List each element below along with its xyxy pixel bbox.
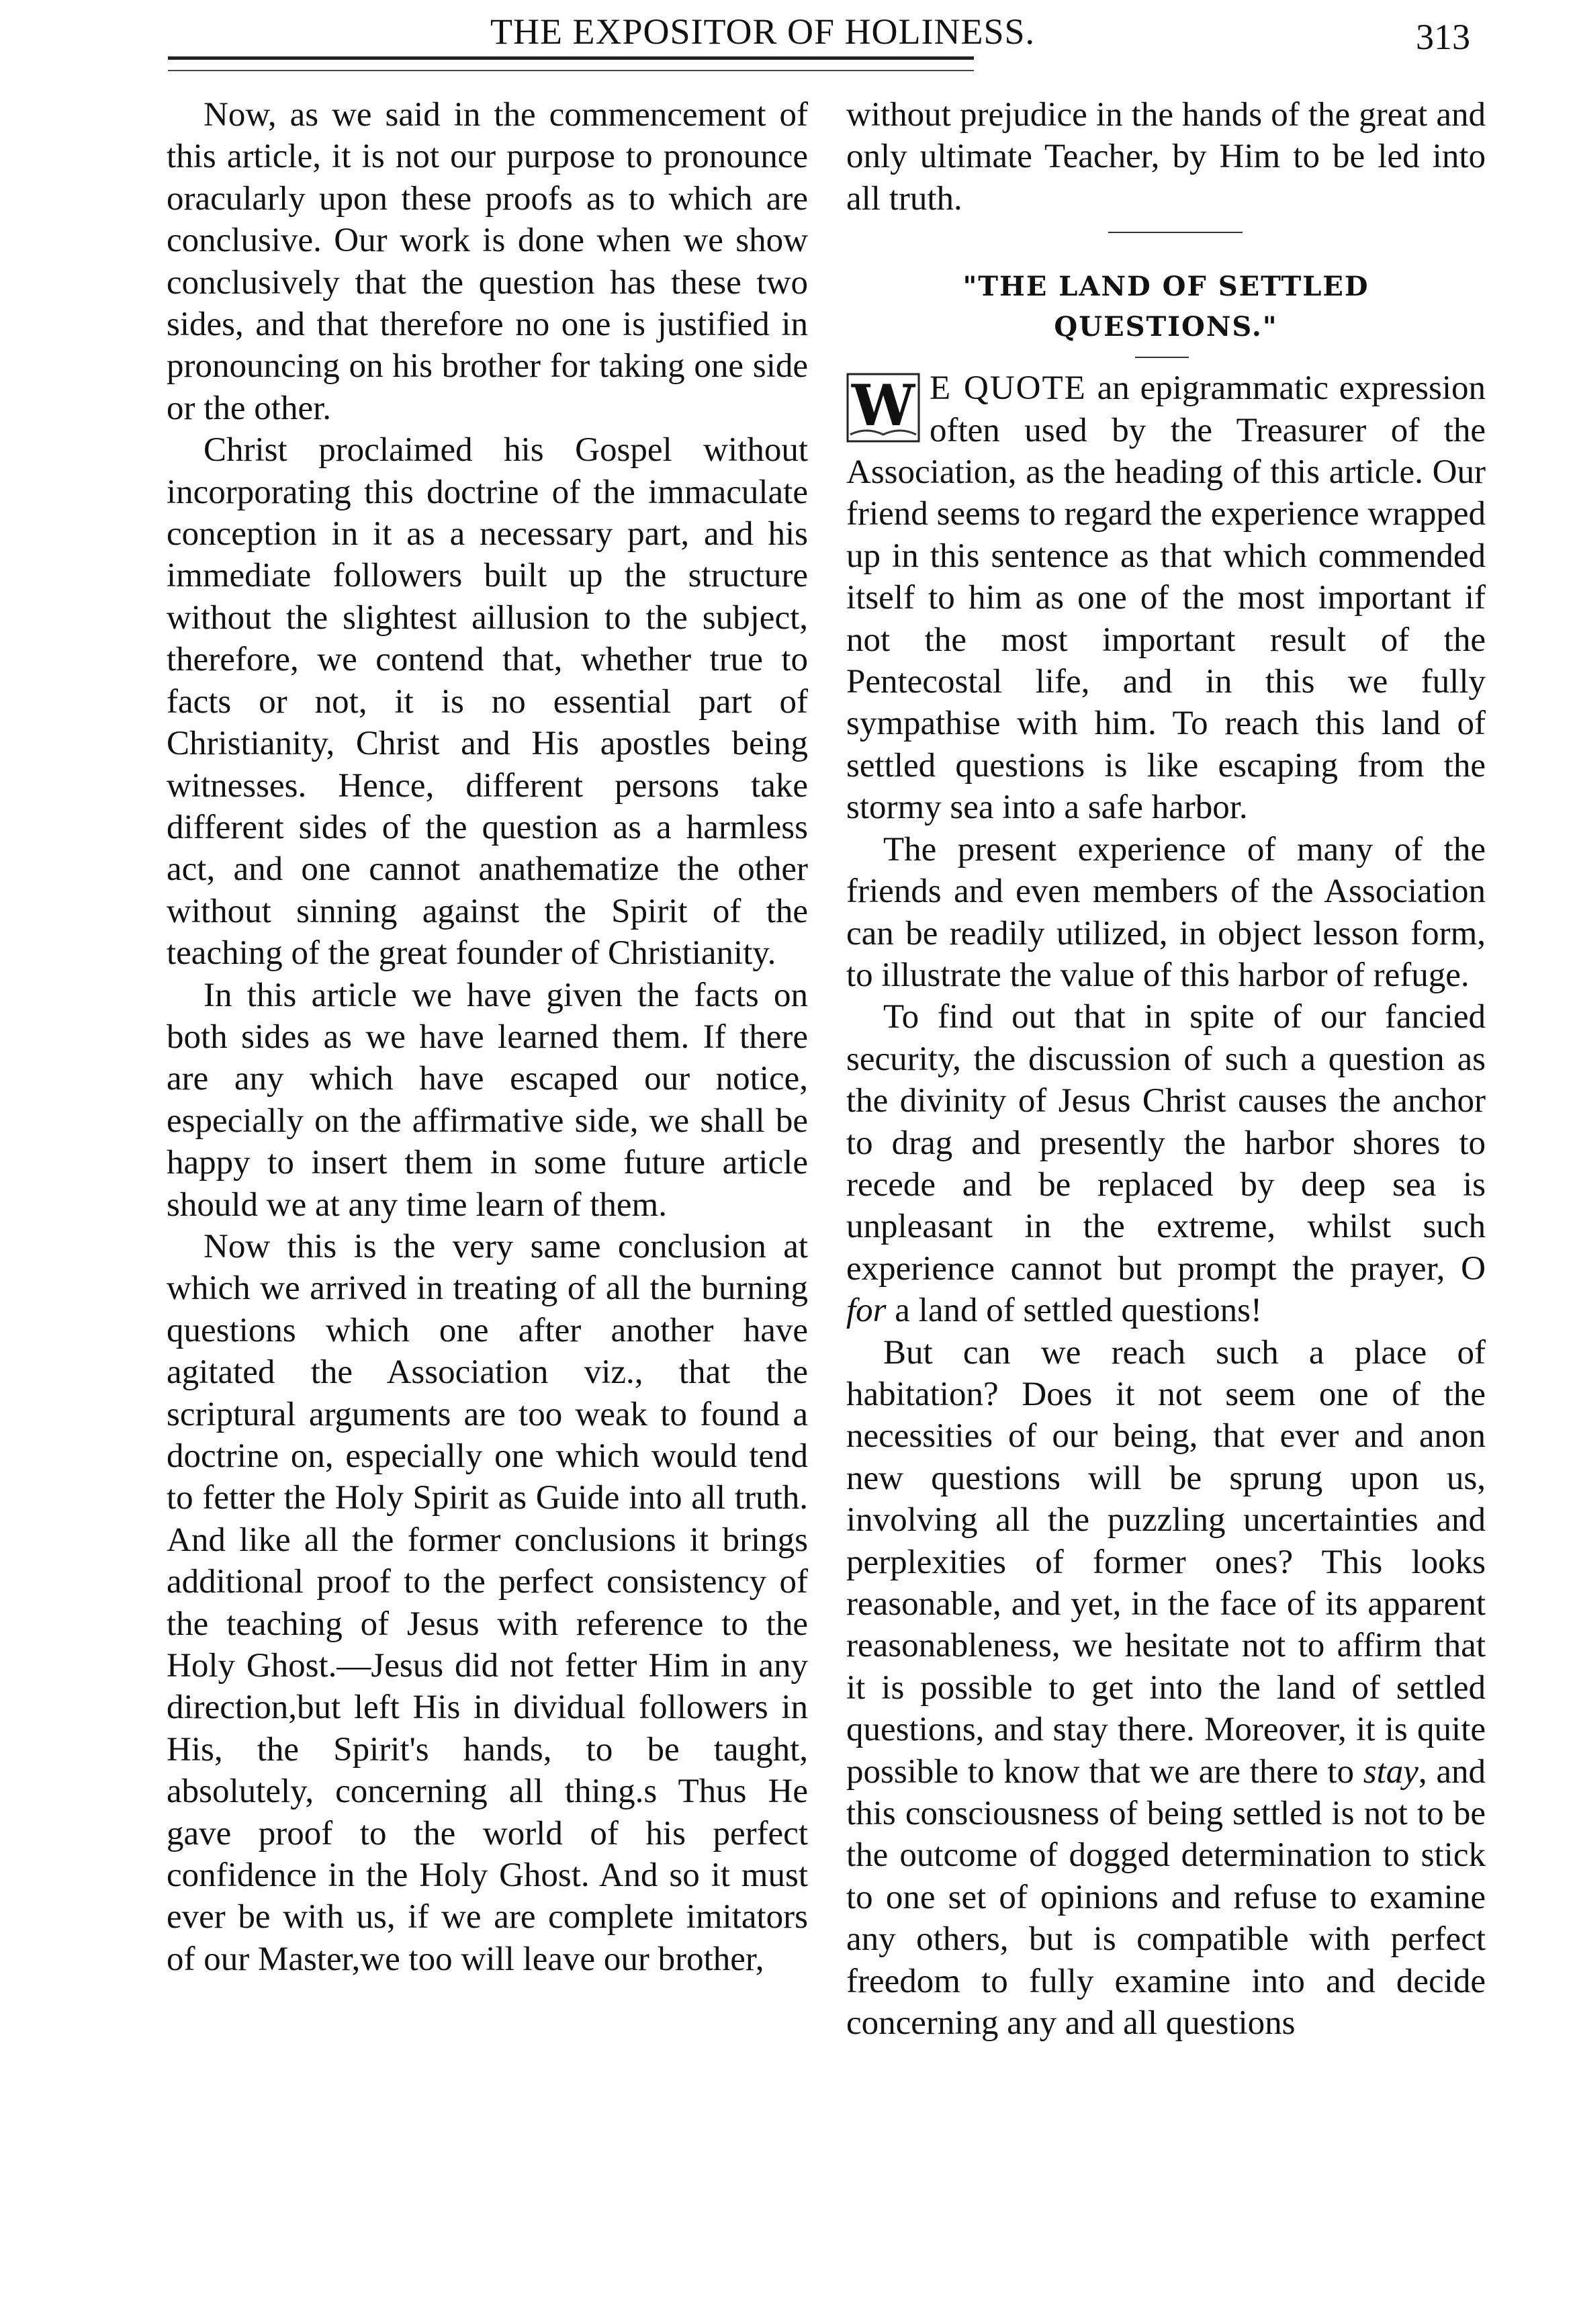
left-column	[167, 94, 808, 1980]
right-paragraph-2: The present experience of many of the friends and even members of the Association can be readily utilized, in object lesson form, to illustrate the value of this harbor of refuge.	[846, 830, 1486, 994]
right-paragraph-4-text-a: But can we reach such a place of habitation? Does it not seem one of the necessities of our being, that ever and anon new questions will be sprung upon us, involving all the puzzling uncertainties and perplexities of former ones? This looks reasonable, and yet, in the face of its apparent reasonableness, we hesitate not to affirm that it is possible to get into the land of settled questions, and stay there. Moreover, it is quite possible to know that we are there to	[846, 1333, 1486, 1791]
dropcap-letter: W	[851, 373, 915, 439]
right-column	[846, 94, 1486, 2044]
header-rule-thick	[168, 56, 974, 60]
right-paragraph-1	[846, 367, 1486, 828]
lead-caps: E QUOTE	[930, 369, 1087, 408]
right-paragraph-3-text-b: a land of settled questions!	[886, 1292, 1262, 1330]
left-paragraph-4: Now this is the very same conclusion at which we arrived in treating of all the burning questions which one after another have agitated the Association viz., that the scriptural arguments are too weak to found a doctrine on, especially one which would tend to fetter the Holy Spirit as Guide into all truth. And like all the former conclusions it brings additional proof to the perfect consistency of the teaching of Jesus with reference to the Holy Ghost.—Jesus did not fetter Him in any direction,but left His in dividual followers in His, the Spirit's hands, to be taught, absolutely, concerning all thing.s Thus He gave proof to the world of his perfect confidence in the Holy Ghost. And so it must ever be with us, if we are complete imitators of our Master,we too will leave our brother,	[167, 1227, 808, 1978]
right-paragraph-1-text: an epigrammatic expression often used by the Treasurer of the Association, as the heading of this article. Our friend seems to regard the experience wrapped up in this sentence as that which commended itself to him as one of the most important if not the most important result of the Pentecostal life, and in this we fully sympathise with him. To reach this land of settled questions is like escaping from the stormy sea into a safe harbor.	[846, 369, 1486, 827]
right-paragraph-4	[846, 1332, 1486, 2045]
left-paragraph-3: In this article we have given the facts on both sides as we have learned them. If there are any which have escaped our notice, especially on the affirmative side, we shall be happy to insert them in some future article should we at any time learn of them.	[167, 976, 808, 1224]
section-divider	[1108, 232, 1243, 233]
right-paragraph-4-italic: stay	[1363, 1752, 1419, 1791]
right-paragraph-3	[846, 996, 1486, 1331]
section-title: "THE LAND OF SETTLED QUESTIONS."	[962, 271, 1369, 343]
right-continuation: without prejudice in the hands of the great and only ultimate Teacher, by Him to be led into all truth.	[846, 96, 1486, 218]
right-paragraph-3-italic: for	[846, 1292, 887, 1330]
running-title: THE EXPOSITOR OF HOLINESS.	[490, 11, 1036, 52]
dropcap-w	[846, 373, 920, 443]
right-paragraph-3-text-a: To find out that in spite of our fancied security, the discussion of such a question as the divinity of Jesus Christ causes the anchor to drag and presently the harbor shores to recede and be replaced by deep sea is unpleasant in the extreme, whilst such experience cannot but prompt the prayer, O	[846, 998, 1486, 1288]
header-rule-thin	[168, 70, 974, 71]
left-paragraph-1: Now, as we said in the commencement of this article, it is not our purpose to pronounce oracularly upon these proofs as to which are conclusive. Our work is done when we show conclusively that the question has these two sides, and that therefore no one is justified in pronouncing on his brother for taking one side or the other.	[167, 96, 808, 427]
page-header	[0, 7, 1575, 60]
page-number: 313	[1416, 17, 1470, 57]
left-paragraph-2: Christ proclaimed his Gospel without incorporating this doctrine of the immaculate conception in it as a necessary part, and his immediate followers built up the structure without the slightest aillusion to the subject, therefore, we contend that, whether true to facts or not, it is no essential part of Christianity, Christ and His apostles being witnesses. Hence, different persons take different sides of the question as a harmless act, and one cannot anathematize the other without sinning against the Spirit of the teaching of the great founder of Christianity.	[167, 431, 808, 973]
right-paragraph-4-text-b: , and this consciousness of being settled is not to be the outcome of dogged determination to stick to one set of opinions and refuse to examine any others, but is compatible with perfect freedom to fully examine into and decide concerning any and all questions	[846, 1752, 1486, 2043]
dropcap-ornament-icon	[846, 373, 920, 443]
title-divider	[1135, 357, 1189, 358]
